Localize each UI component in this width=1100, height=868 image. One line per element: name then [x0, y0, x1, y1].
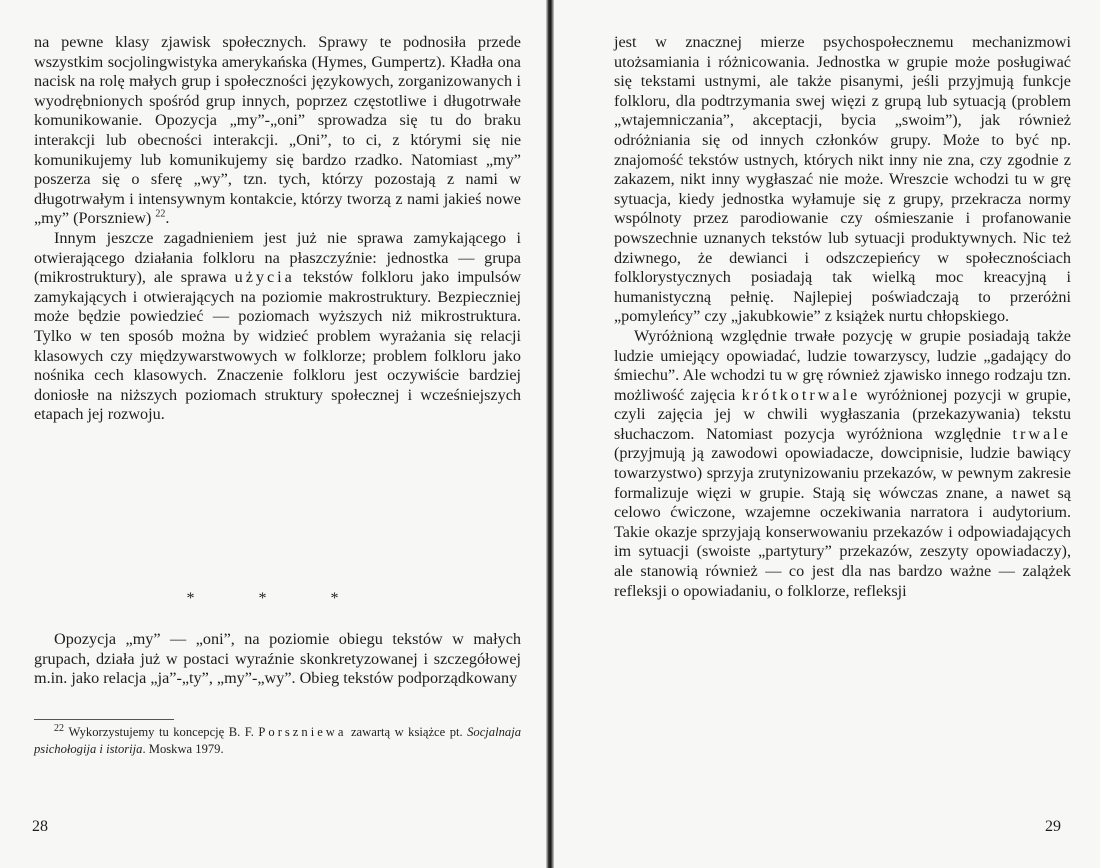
left-paragraph-1-text: na pewne klasy zjawisk społecznych. Sprawy te podnosiła przede wszystkim socjolingwistyka amerykańska (Hymes, Gumpertz). Kładła ona nacisk na rolę małych grup i społeczności językowych, zorganizowanych i wyodrębnionych spośród grup innych, poprzez częstotliwe i długotrwałe komunikowanie. Opozycja „my”-„oni” sprowadza się tu do braku interakcji lub obecności interakcji. „Oni”, to ci, z którymi się nie komunikujemy lub komunikujemy się bardzo rzadko. Natomiast „my” poszerza się o sferę „wy”, tzn. tych, którzy pozostają z nami w długotrwałym i intensywnym kontakcie, którzy tworzą z nami jakieś nowe „my” (Porszniew) [34, 33, 521, 228]
footnote-author: Porszniewa [258, 725, 347, 739]
footnote-reference: 22 [155, 208, 166, 220]
right-paragraph-2-emphasis-1: krótkotrwale [741, 385, 861, 404]
left-paragraph-3: Opozycja „my” — „oni”, na poziomie obiegu tekstów w małych grupach, działa już w postaci wyraźnie skonkretyzowanej i szczegółowej m.in. jako relacja „ja”-„ty”, „my”-„wy”. Obieg tekstów podporządkowany [34, 630, 521, 688]
right-paragraph-2 [614, 327, 1071, 601]
section-separator: * * * [186, 590, 369, 607]
footnote-rule [34, 719, 174, 720]
left-paragraph-1: na pewne klasy zjawisk społecznych. Sprawy te podnosiła przede wszystkim socjolingwistyka amerykańska (Hymes, Gumpertz). Kładła ona nacisk na rolę małych grup i społeczności językowych, zorganizowanych i wyodrębnionych spośród grup innych, poprzez częstotliwe i długotrwałe komunikowanie. Opozycja „my”-„oni” sprowadza się tu do braku interakcji lub obecności interakcji. „Oni”, to ci, z którymi się nie komunikujemy lub komunikujemy się bardzo rzadko. Natomiast „my” poszerza się o sferę „wy”, tzn. tych, którzy pozostają z nami w długotrwałym i intensywnym kontakcie, którzy tworzą z nami jakieś nowe „my” (Porszniew) $^{22}$. [34, 33, 521, 228]
footnote [34, 724, 521, 757]
right-paragraph-2-emphasis-2: trwale [1012, 424, 1071, 443]
right-page-main-text [614, 33, 1071, 601]
right-paragraph-2-text-b: wyróżnionej pozycji w grupie, czyli zajęcia jej w chwili wygłaszania (przekazywania) tekstu słuchaczom. Natomiast pozycja wyróżniona względnie [614, 385, 1071, 443]
page-number-right: 29 [1045, 818, 1061, 835]
book-gutter [546, 0, 554, 868]
left-page-main-text [34, 33, 521, 425]
left-paragraph-2-emphasis: użycia [234, 268, 295, 287]
left-paragraph-2 [34, 229, 521, 425]
left-page-lower-text [34, 630, 521, 689]
page-number-left: 28 [32, 818, 48, 835]
footnote-number: 22 [54, 722, 64, 734]
footnote-title: Socjalnaja psichołogija i istorija [34, 725, 521, 756]
right-paragraph-2-text-c: (przyjmują ją zawodowi opowiadacze, dowcipnisie, ludzie bawiący towarzystwo) sprzyja zrutynizowaniu przekazów, w pewnym zakresie formalizuje więzi w grupie. Stają się wówczas znane, a nawet są celowo ćwiczone, wzajemne oczekiwania narratora i audytorium. Takie okazje sprzyjają konserwowaniu przekazów i odpowiadających im sytuacji (swoiste „partytury” przekazów, zeszyty opowiadaczy), ale stanowią również — co jest dla nas bardzo ważne — zalążek refleksji o opowiadaniu, o folklorze, refleksji [614, 444, 1071, 600]
right-paragraph-2-text-a: Wyróżnioną względnie trwałe pozycję w grupie posiadają także ludzie umiejący opowiadać, ludzie towarzyscy, ludzie „gadający do śmiechu”. Ale wchodzi tu w grę również zjawisko innego rodzaju tzn. możliwość zajęcia [614, 326, 1071, 404]
right-paragraph-1: jest w znacznej mierze psychospołecznemu mechanizmowi utożsamiania i różnicowania. Jednostka w grupie może posługiwać się tekstami ustnymi, ale także pisanymi, jeśli przyjmują funkcje folkloru, dla podtrzymania swej więzi z grupą lub sytuacją (problem „wtajemniczania”, akceptacji, bycia „swoim”), jak również odróżniania się od innych członków grupy. Może to być np. znajomość tekstów ustnych, których nikt inny nie zna, czy zgodnie z zakazem, nikt inny wygłaszać nie może. Wreszcie wchodzi tu w grę sytuacja, kiedy jednostka wyłamuje się z grupy, przekracza normy wspólnoty przez parodiowanie czy ośmieszanie i profanowanie powszechnie uznanych tekstów lub sytuacji produktywnych. Nic też dziwnego, że dewianci i odszczepieńcy w społecznościach folklorystycznych posiadają tak wielką moc kreacyjną i humanistyczną pełnię. Najlepiej poświadczają to przeróżni „pomyleńcy” czy „jakubkowie” z książek nurtu chłopskiego. [614, 33, 1071, 326]
footnote-text-a: Wykorzystujemy tu koncepcję B. F. [68, 725, 259, 739]
footnote-text-b: zawartą w książce pt. [346, 725, 468, 739]
left-paragraph-2-text-b: tekstów folkloru jako impulsów zamykających i otwierających na poziomie makrostruktury. Bezpieczniej może będzie powiedzieć — poziomach wyższych niż mikrostruktura. Tylko w ten sposób można by widzieć problem wyrażania się relacji klasowych czy międzywarstwowych w folklorze; problem folkloru jako nośnika cech klasowych. Znaczenie folkloru jest oczywiście bardziej doniosłe na niższych poziomach struktury społecznej i wcześniejszych etapach jej rozwoju. [34, 268, 522, 424]
footnote-text-c: . Moskwa 1979. [142, 741, 224, 756]
left-paragraph-2-text-a: Innym jeszcze zagadnieniem jest już nie sprawa zamykającego i otwierającego działania folkloru na płaszczyźnie: jednostka — grupa (mikrostruktury), ale sprawa [34, 228, 521, 287]
